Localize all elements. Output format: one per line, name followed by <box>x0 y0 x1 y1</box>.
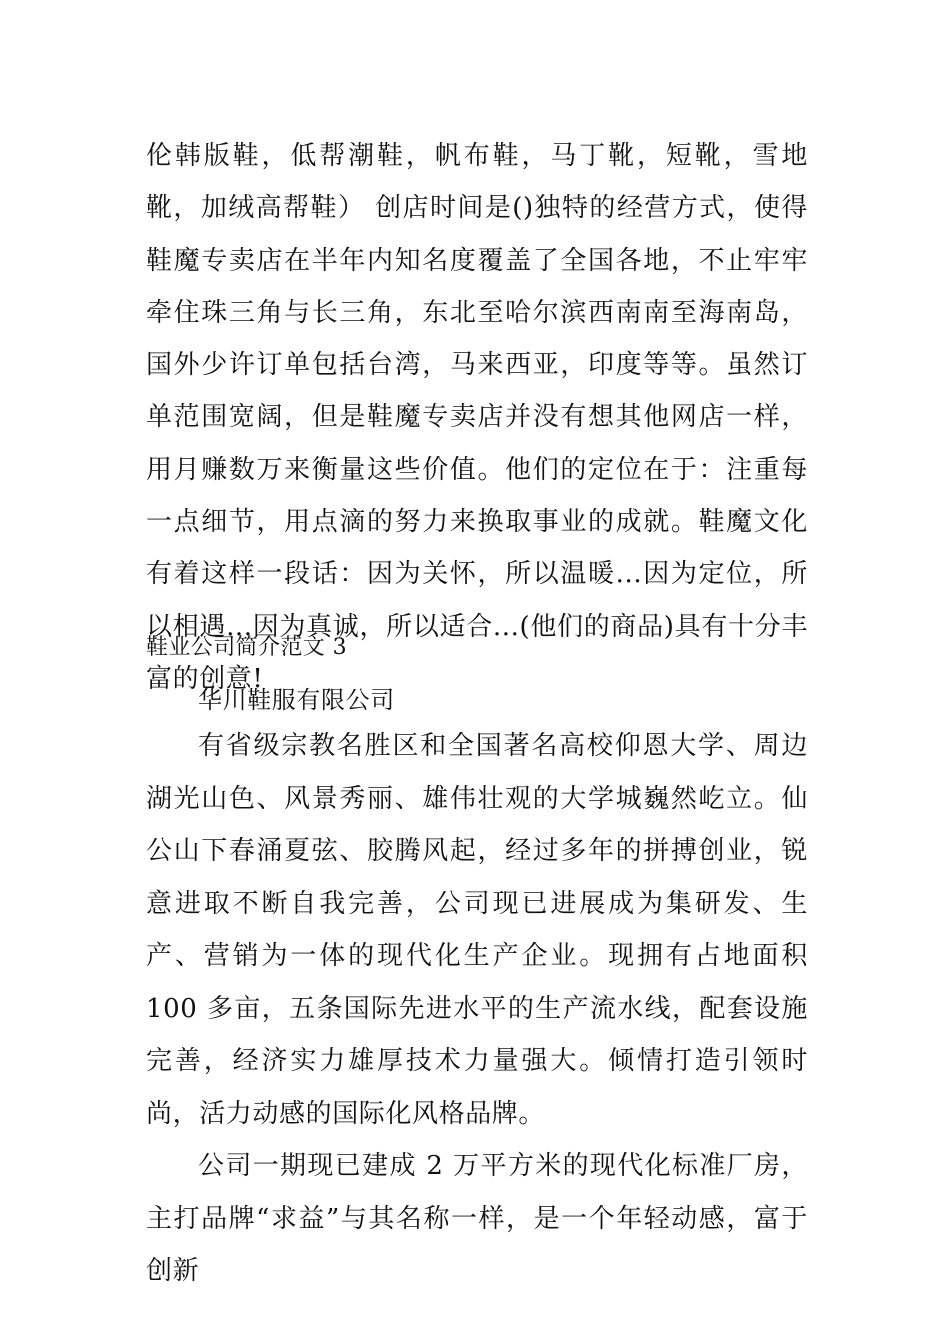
section-heading: 鞋业公司简介范文 3 <box>146 635 347 660</box>
company-name: 华川鞋服有限公司 <box>198 686 395 714</box>
paragraph-shoe-store-intro: 伦韩版鞋，低帮潮鞋，帆布鞋，马丁靴，短靴，雪地靴，加绒高帮鞋） 创店时间是()独特的经营方式，使得鞋魔专卖店在半年内知名度覆盖了全国各地，不止牢牢牵住珠三角与长三角，东北至哈尔滨西南南至海南岛，国外少许订单包括台湾，马来西亚，印度等等。虽然订单范围宽阔，但是鞋魔专卖店并没有想其他网店一样，用月赚数万来衡量这些价值。他们的定位在于：注重每一点细节，用点滴的努力来换取事业的成就。鞋魔文化有着这样一段话：因为关怀，所以温暖...因为定位，所以相遇...因为真诚，所以适合...(他们的商品)具有十分丰富的创意! <box>146 141 808 694</box>
paragraph-company-location: 有省级宗教名胜区和全国著名高校仰恩大学、周边湖光山色、风景秀丽、雄伟壮观的大学城巍然屹立。仙公山下春涌夏弦、胶腾风起，经过多年的拼搏创业，锐意进取不断自我完善，公司现已进展成为集研发、生产、营销为一体的现代化生产企业。现拥有占地面积 100 多亩，五条国际先进水平的生产流水线，配套设施完善，经济实力雄厚技术力量强大。倾情打造引领时尚，活力动感的国际化风格品牌。 <box>146 731 808 1129</box>
paragraph-company-facilities: 公司一期现已建成 2 万平方米的现代化标准厂房，主打品牌“求益”与其名称一样，是一个年轻动感，富于创新 <box>146 1151 808 1286</box>
